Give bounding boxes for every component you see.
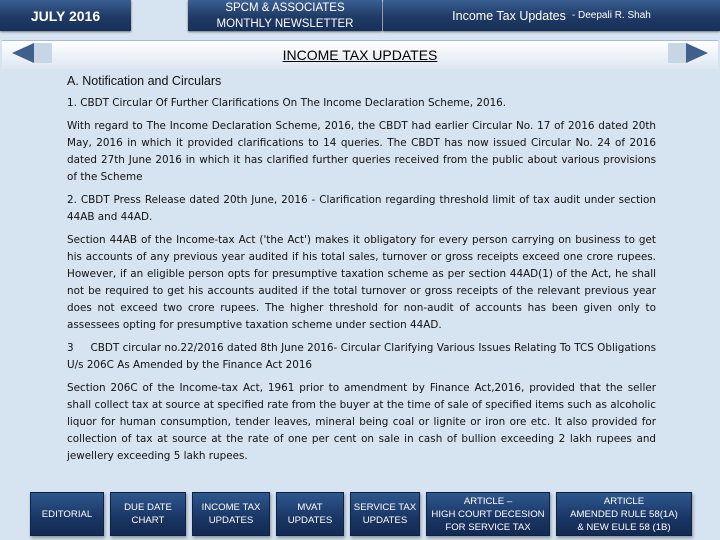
topic-label: Income Tax Updates [452,8,566,23]
nav-editorial-button[interactable]: EDITORIAL [30,492,104,536]
nav-article-amended-rule-button[interactable]: ARTICLE AMENDED RULE 58(1A) & NEW EULE 58 (1B) [556,492,692,536]
section-heading: A. Notification and Circulars [67,74,222,88]
month-label: JULY 2016 [30,7,101,24]
firm-banner [188,0,382,31]
topic-banner [383,0,720,31]
item-body-2: Section 44AB of the Income-tax Act ('the Act') makes it obligatory for every person carrying on business to get his accounts of any previous year audited if his total sales, turnover or gross receipts exceed one crore rupees. However, if an eligible person opts for presumptive taxation scheme as per section 44AD(1) of the Act, he shall not be required to get his accounts audited if the total turnover or gross receipts of the relevant previous year does not exceed two crore rupees. The higher threshold for non-audit of accounts has been given only to assessees opting for presumptive taxation scheme under section 44AD. [67,234,656,331]
item-heading-3: 3 CBDT circular no.22/2016 dated 8th June 2016- Circular Clarifying Various Issues Relating To TCS Obligations U/s 206C As Amended by the Finance Act 2016 [67,342,660,371]
article-body [67,74,660,471]
item-body-3: Section 206C of the Income-tax Act, 1961 prior to amendment by Finance Act,2016, provided that the seller shall collect tax at source at specified rate from the buyer at the time of sale of specified items such as alcoholic liquor for human consumption, tender leaves, mineral being coal or lignite or iron ore etc. It also provided for collection of tax at source at the rate of one per cent on sale in cash of bullion exceeding 2 lakh rupees and jewellery exceeding 5 lakh rupees. [67,382,656,462]
nav-article-high-court-button[interactable]: ARTICLE – HIGH COURT DECESION FOR SERVICE TAX [426,492,550,536]
item-heading-1: 1. CBDT Circular Of Further Clarifications On The Income Declaration Scheme, 2016. [67,97,507,109]
author-label: - Deepali R. Shah [571,10,651,21]
nav-mvat-updates-button[interactable]: MVAT UPDATES [276,492,344,536]
page-title: INCOME TAX UPDATES [282,47,438,63]
firm-name: SPCM & ASSOCIATES [225,1,345,14]
nav-income-tax-updates-button[interactable]: INCOME TAX UPDATES [192,492,270,536]
item-heading-2: 2. CBDT Press Release dated 20th June, 2016 - Clarification regarding threshold limit of tax audit under section 44AB and 44AD. [67,194,656,223]
nav-due-date-chart-button[interactable]: DUE DATE CHART [110,492,186,536]
item-body-1: With regard to The Income Declaration Scheme, 2016, the CBDT had earlier Circular No. 17 of 2016 dated 20th May, 2016 in which it provided clarifications to 14 queries. The CBDT has now issued Circular No. 24 of 2016 dated 27th June 2016 in which it has clarified further queries received from the public about various provisions of the Scheme [67,120,656,183]
newsletter-label: MONTHLY NEWSLETTER [216,17,354,30]
newsletter-month [0,0,131,31]
nav-service-tax-updates-button[interactable]: SERVICE TAX UPDATES [350,492,420,536]
